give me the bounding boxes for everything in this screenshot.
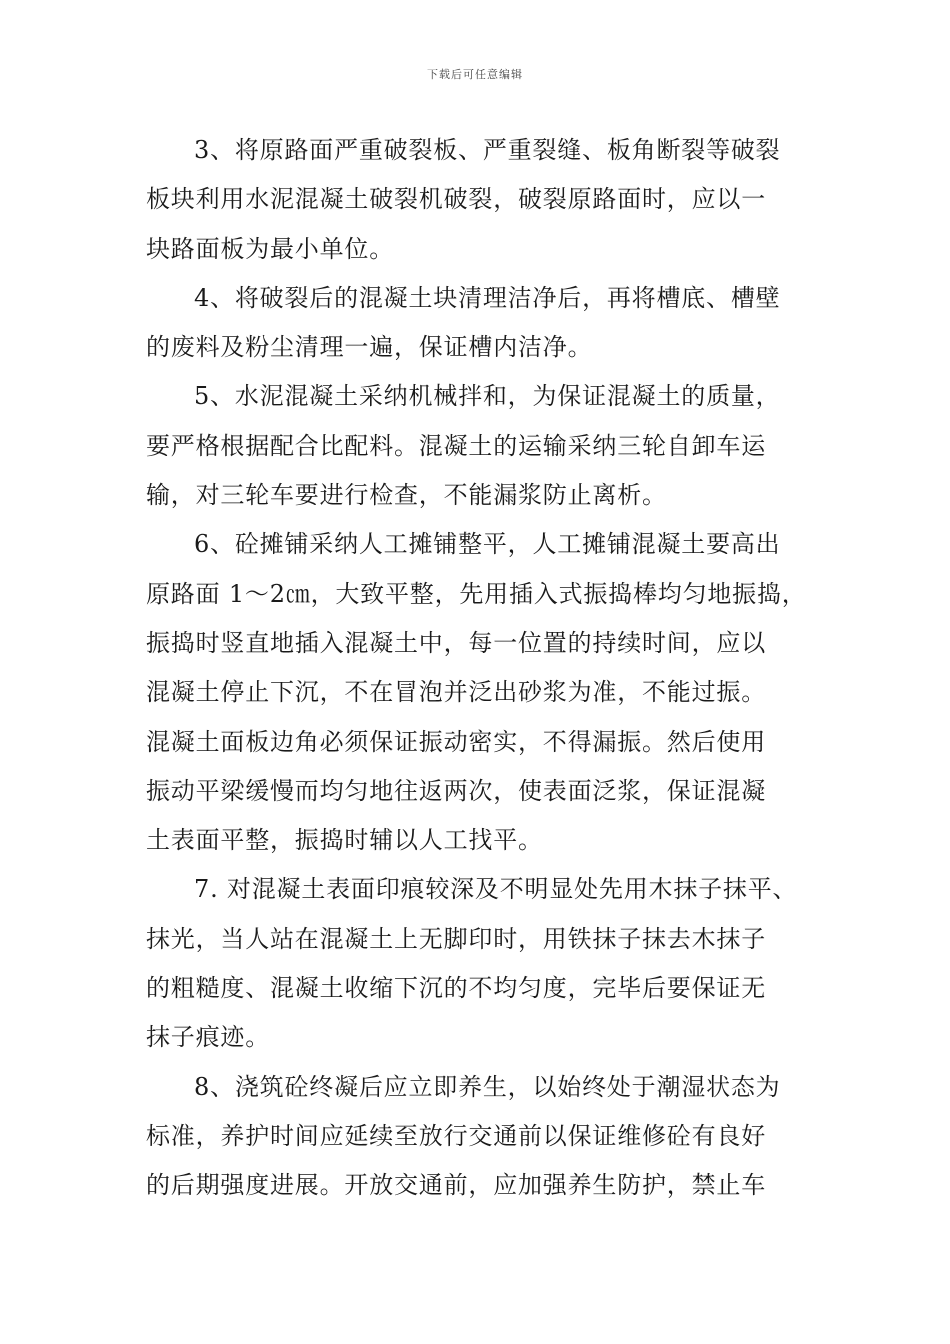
paragraph-6-line-2: 原路面 1～2㎝，大致平整，先用插入式振捣棒均匀地振捣， xyxy=(146,579,807,608)
paragraph-7-line-1: 7. 对混凝土表面印痕较深及不明显处先用木抹子抹平、 xyxy=(194,875,798,904)
paragraph-6-line-6: 振动平梁缓慢而均匀地往返两次，使表面泛浆，保证混凝 xyxy=(146,776,766,805)
paragraph-5-line-3: 输，对三轮车要进行检查，不能漏浆防止离析。 xyxy=(146,481,667,510)
paragraph-5-line-2: 要严格根据配合比配料。混凝土的运输采纳三轮自卸车运 xyxy=(146,431,766,460)
paragraph-6-line-7: 土表面平整，振捣时辅以人工找平。 xyxy=(146,826,543,855)
paragraph-8-line-2: 标准，养护时间应延续至放行交通前以保证维修砼有良好 xyxy=(146,1121,766,1150)
paragraph-7-line-4: 抹子痕迹。 xyxy=(146,1023,270,1052)
paragraph-3-line-1: 3、将原路面严重破裂板、严重裂缝、板角断裂等破裂 xyxy=(194,136,781,164)
paragraph-7-line-3: 的粗糙度、混凝土收缩下沉的不均匀度，完毕后要保证无 xyxy=(146,974,766,1003)
paragraph-3-line-3: 块路面板为最小单位。 xyxy=(146,234,394,263)
paragraph-6-line-5: 混凝土面板边角必须保证振动密实，不得漏振。然后使用 xyxy=(146,727,766,756)
paragraph-4-line-2: 的废料及粉尘清理一遍，保证槽内洁净。 xyxy=(146,333,593,362)
page-header: 下载后可任意编辑 xyxy=(427,68,523,81)
paragraph-8-line-3: 的后期强度进展。开放交通前，应加强养生防护，禁止车 xyxy=(146,1171,766,1200)
paragraph-5-line-1: 5、水泥混凝土采纳机械拌和，为保证混凝土的质量， xyxy=(194,382,781,411)
paragraph-4-line-1: 4、将破裂后的混凝土块清理洁净后，再将槽底、槽壁 xyxy=(194,283,781,312)
paragraph-7-line-2: 抹光，当人站在混凝土上无脚印时，用铁抹子抹去木抹子 xyxy=(146,924,766,953)
document-body xyxy=(146,126,816,1211)
paragraph-6-line-4: 混凝土停止下沉，不在冒泡并泛出砂浆为准，不能过振。 xyxy=(146,678,766,707)
paragraph-6-line-3: 振捣时竖直地插入混凝土中，每一位置的持续时间，应以 xyxy=(146,628,766,657)
paragraph-3-line-2: 板块利用水泥混凝土破裂机破裂，破裂原路面时，应以一 xyxy=(146,185,766,214)
paragraph-6-line-1: 6、砼摊铺采纳人工摊铺整平，人工摊铺混凝土要高出 xyxy=(194,530,781,559)
paragraph-8-line-1: 8、浇筑砼终凝后应立即养生，以始终处于潮湿状态为 xyxy=(194,1072,781,1101)
